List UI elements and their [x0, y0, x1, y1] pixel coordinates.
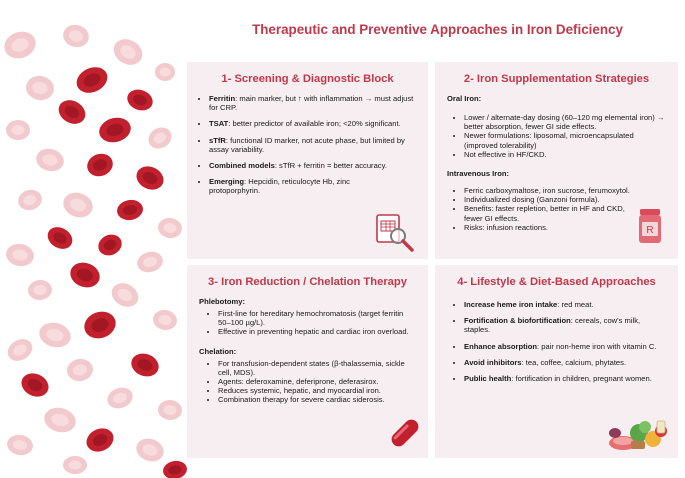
red-blood-cell [72, 62, 111, 97]
red-blood-cell [135, 249, 165, 275]
lifestyle-item: • Public health: fortification in children, pregnant women. [464, 374, 666, 383]
red-blood-cell [81, 307, 120, 342]
page-title: Therapeutic and Preventive Approaches in Iron Deficiency [252, 22, 623, 37]
panel-supplementation [435, 62, 678, 259]
red-blood-cell [41, 404, 78, 435]
iv-iron-list [447, 186, 666, 232]
svg-text:R: R [646, 225, 654, 236]
red-blood-cell [133, 435, 167, 465]
red-blood-cell [151, 308, 178, 332]
lifestyle-item: • Increase heme iron intake: red meat. [464, 300, 666, 309]
red-blood-cell [6, 120, 30, 140]
screening-item: • Ferritin: main marker, but ↑ with inflammation → must adjust for CRP. [209, 94, 416, 112]
red-blood-cell [109, 34, 147, 70]
healthy-food-icon [605, 413, 671, 453]
red-blood-cell [5, 433, 34, 457]
lifestyle-item: • Avoid inhibitors: tea, coffee, calcium, phytates. [464, 358, 666, 367]
panel-chelation [187, 265, 428, 458]
panel-screening [187, 62, 428, 259]
panel-heading-supplementation: 2- Iron Supplementation Strategies [463, 73, 650, 85]
lifestyle-item: • Enhance absorption: pair non-heme iron with vitamin C. [464, 342, 666, 351]
chelation-list [199, 359, 416, 405]
report-magnifier-icon [373, 212, 417, 256]
red-blood-cell [162, 459, 189, 478]
panel-lifestyle [435, 265, 678, 458]
red-blood-cell [44, 223, 77, 253]
chelation-item: • For transfusion-dependent states (β-thalassemia, sickle cell, MDS). [218, 359, 416, 377]
red-blood-cell [34, 146, 67, 174]
oral-iron-list [447, 113, 666, 159]
red-blood-cell [54, 95, 89, 128]
pill-bottle-icon [637, 207, 663, 245]
panel-heading-lifestyle: 4- Lifestyle & Diet-Based Approaches [457, 276, 656, 288]
red-blood-cell [96, 114, 133, 145]
chelation-item: • Reduces systemic, hepatic, and myocardial iron. [218, 386, 416, 395]
phlebotomy-list [199, 309, 416, 337]
screening-item: • TSAT: better predictor of available iron; <20% significant. [209, 119, 416, 128]
red-blood-cell [65, 357, 94, 383]
red-blood-cell [16, 187, 44, 213]
iv-iron-item: • Individualized dosing (Ganzoni formula). [464, 195, 632, 204]
lifestyle-list [447, 300, 666, 383]
oral-iron-label: Oral Iron: [447, 94, 482, 103]
panel-heading-screening: 1- Screening & Diagnostic Block [221, 73, 394, 85]
oral-iron-item: • Not effective in HF/CKD. [464, 150, 666, 159]
red-blood-cell [61, 22, 92, 50]
red-blood-cell [115, 198, 144, 222]
iv-iron-label: Intravenous Iron: [447, 169, 510, 179]
red-blood-cell [60, 189, 96, 222]
red-blood-cell [157, 399, 183, 421]
oral-iron-item: • Newer formulations: liposomal, microencapsulated (improved tolerability) [464, 131, 666, 149]
red-blood-cell [124, 86, 155, 114]
red-blood-cell [4, 242, 35, 269]
screening-item: • sTfR: functional ID marker, not acute phase, but limited by assay variability. [209, 136, 416, 154]
phlebotomy-item: • First-line for hereditary hemochromatosis (target ferritin 50–100 µg/L). [218, 309, 416, 327]
phlebotomy-item: • Effective in preventing hepatic and cardiac iron overload. [218, 327, 416, 336]
red-blood-cell [84, 150, 116, 180]
red-blood-cell [95, 231, 125, 259]
red-blood-cell [128, 350, 162, 380]
red-blood-cell [18, 369, 53, 401]
red-blood-cell [1, 27, 40, 62]
red-blood-cell [67, 259, 103, 292]
red-blood-cell [133, 162, 168, 194]
iv-iron-item: • Ferric carboxymaltose, iron sucrose, ferumoxytol. [464, 186, 632, 195]
oral-iron-item: • Lower / alternate-day dosing (60–120 mg elemental iron) → better absorption, fewer GI side effects. [464, 113, 666, 131]
red-blood-cell [27, 279, 53, 301]
red-blood-cells-decoration [0, 0, 190, 478]
red-blood-cell [145, 123, 176, 152]
red-blood-cell [83, 424, 118, 456]
screening-item: • Emerging: Hepcidin, reticulocyte Hb, zinc protoporphyrin. [209, 177, 416, 195]
screening-item: • Combined models: sTfR + ferritin = better accuracy. [209, 161, 416, 170]
red-blood-cell [156, 216, 183, 240]
capsule-icon [387, 413, 423, 453]
lifestyle-item: • Fortification & biofortification: cereals, cow's milk, staples. [464, 316, 666, 334]
red-blood-cell [104, 384, 135, 412]
iv-iron-item: • Benefits: faster repletion, better in HF and CKD, fewer GI effects. [464, 204, 632, 222]
red-blood-cell [107, 278, 142, 311]
screening-list [199, 94, 416, 196]
red-blood-cell [36, 319, 73, 350]
phlebotomy-label: Phlebotomy: [199, 297, 245, 306]
panel-heading-chelation: 3- Iron Reduction / Chelation Therapy [208, 276, 407, 288]
chelation-item: • Combination therapy for severe cardiac siderosis. [218, 395, 416, 404]
red-blood-cell [24, 74, 56, 102]
chelation-item: • Agents: deferoxamine, deferiprone, deferasirox. [218, 377, 416, 386]
red-blood-cell [63, 456, 87, 474]
chelation-label: Chelation: [199, 346, 237, 356]
iv-iron-item: • Risks: infusion reactions. [464, 223, 632, 232]
red-blood-cell [155, 63, 175, 81]
red-blood-cell [4, 335, 37, 365]
